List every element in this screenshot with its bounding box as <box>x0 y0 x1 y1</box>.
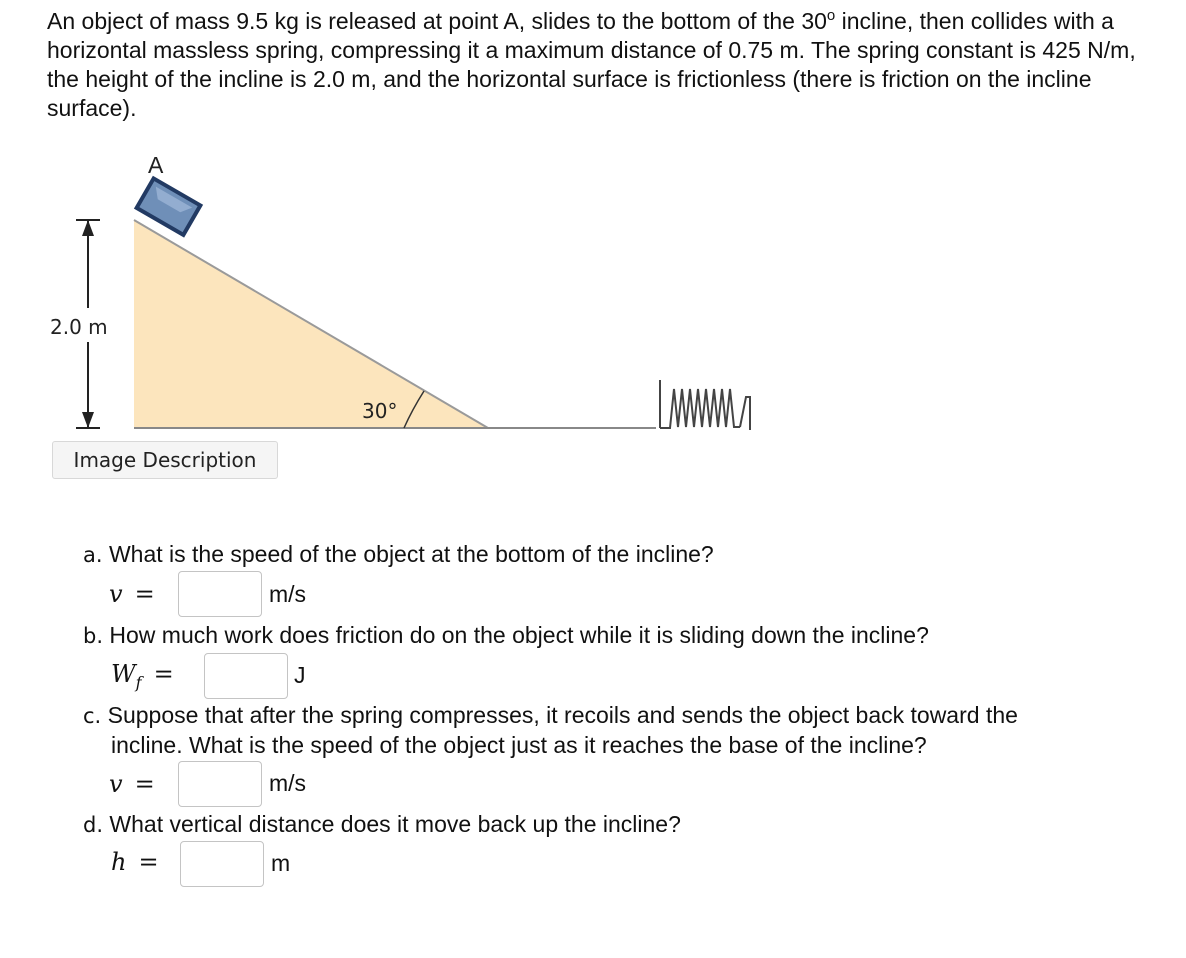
question-b-letter: b. <box>83 624 104 648</box>
answer-d-input[interactable] <box>180 841 264 887</box>
problem-text-part2: incline, then collides with a horizontal massless spring, compressing it a maximum distance of 0.75 m. The spring constant is 425 N/m, the height of the incline is 2.0 m, and the horizontal surface is frictionless (there is friction on the incline surface). <box>47 8 1136 121</box>
answer-a-input[interactable] <box>178 571 262 617</box>
problem-text-part1: An object of mass 9.5 kg is released at point A, slides to the bottom of the 30 <box>47 8 827 34</box>
answer-c-variable: v <box>109 770 123 798</box>
question-c-text-continued: incline. What is the speed of the object just as it reaches the base of the incline? <box>111 732 927 758</box>
spring <box>660 380 750 430</box>
question-c-letter: c. <box>83 704 102 728</box>
answer-c-label <box>109 770 155 802</box>
question-a <box>83 540 714 570</box>
answer-a-label <box>109 580 155 612</box>
question-a-text: What is the speed of the object at the bottom of the incline? <box>108 541 714 567</box>
question-b <box>83 621 929 651</box>
question-d-letter: d. <box>83 813 104 837</box>
answer-a-equals: = <box>134 580 155 608</box>
answer-a-variable: v <box>109 580 123 608</box>
question-b-text: How much work does friction do on the object while it is sliding down the incline? <box>109 622 929 648</box>
incline-diagram <box>40 140 800 440</box>
problem-statement <box>47 7 1157 123</box>
answer-b-variable: W <box>111 660 136 688</box>
answer-d-variable: h <box>111 848 127 876</box>
answer-d-equals: = <box>138 848 159 876</box>
answer-b-label <box>111 660 174 692</box>
answer-b-equals: = <box>153 660 174 688</box>
answer-b-unit: J <box>294 662 306 688</box>
answer-c-equals: = <box>134 770 155 798</box>
question-d-text: What vertical distance does it move back up the incline? <box>109 811 681 837</box>
answer-b-input[interactable] <box>204 653 288 699</box>
question-d <box>83 810 681 840</box>
degree-superscript: o <box>826 7 836 24</box>
answer-d-label <box>111 848 159 880</box>
image-description-button[interactable]: Image Description <box>52 441 278 479</box>
answer-c-input[interactable] <box>178 761 262 807</box>
height-label: 2.0 m <box>50 315 108 339</box>
answer-d-unit: m <box>271 850 291 876</box>
answer-b-subscript: f <box>135 672 142 692</box>
point-a-label: A <box>148 152 164 178</box>
answer-c-unit: m/s <box>269 770 307 796</box>
question-c <box>83 701 1018 760</box>
question-c-text: Suppose that after the spring compresses, it recoils and sends the object back toward the <box>107 702 1018 728</box>
question-a-letter: a. <box>83 543 103 567</box>
angle-label: 30° <box>362 399 398 423</box>
answer-a-unit: m/s <box>269 581 307 607</box>
